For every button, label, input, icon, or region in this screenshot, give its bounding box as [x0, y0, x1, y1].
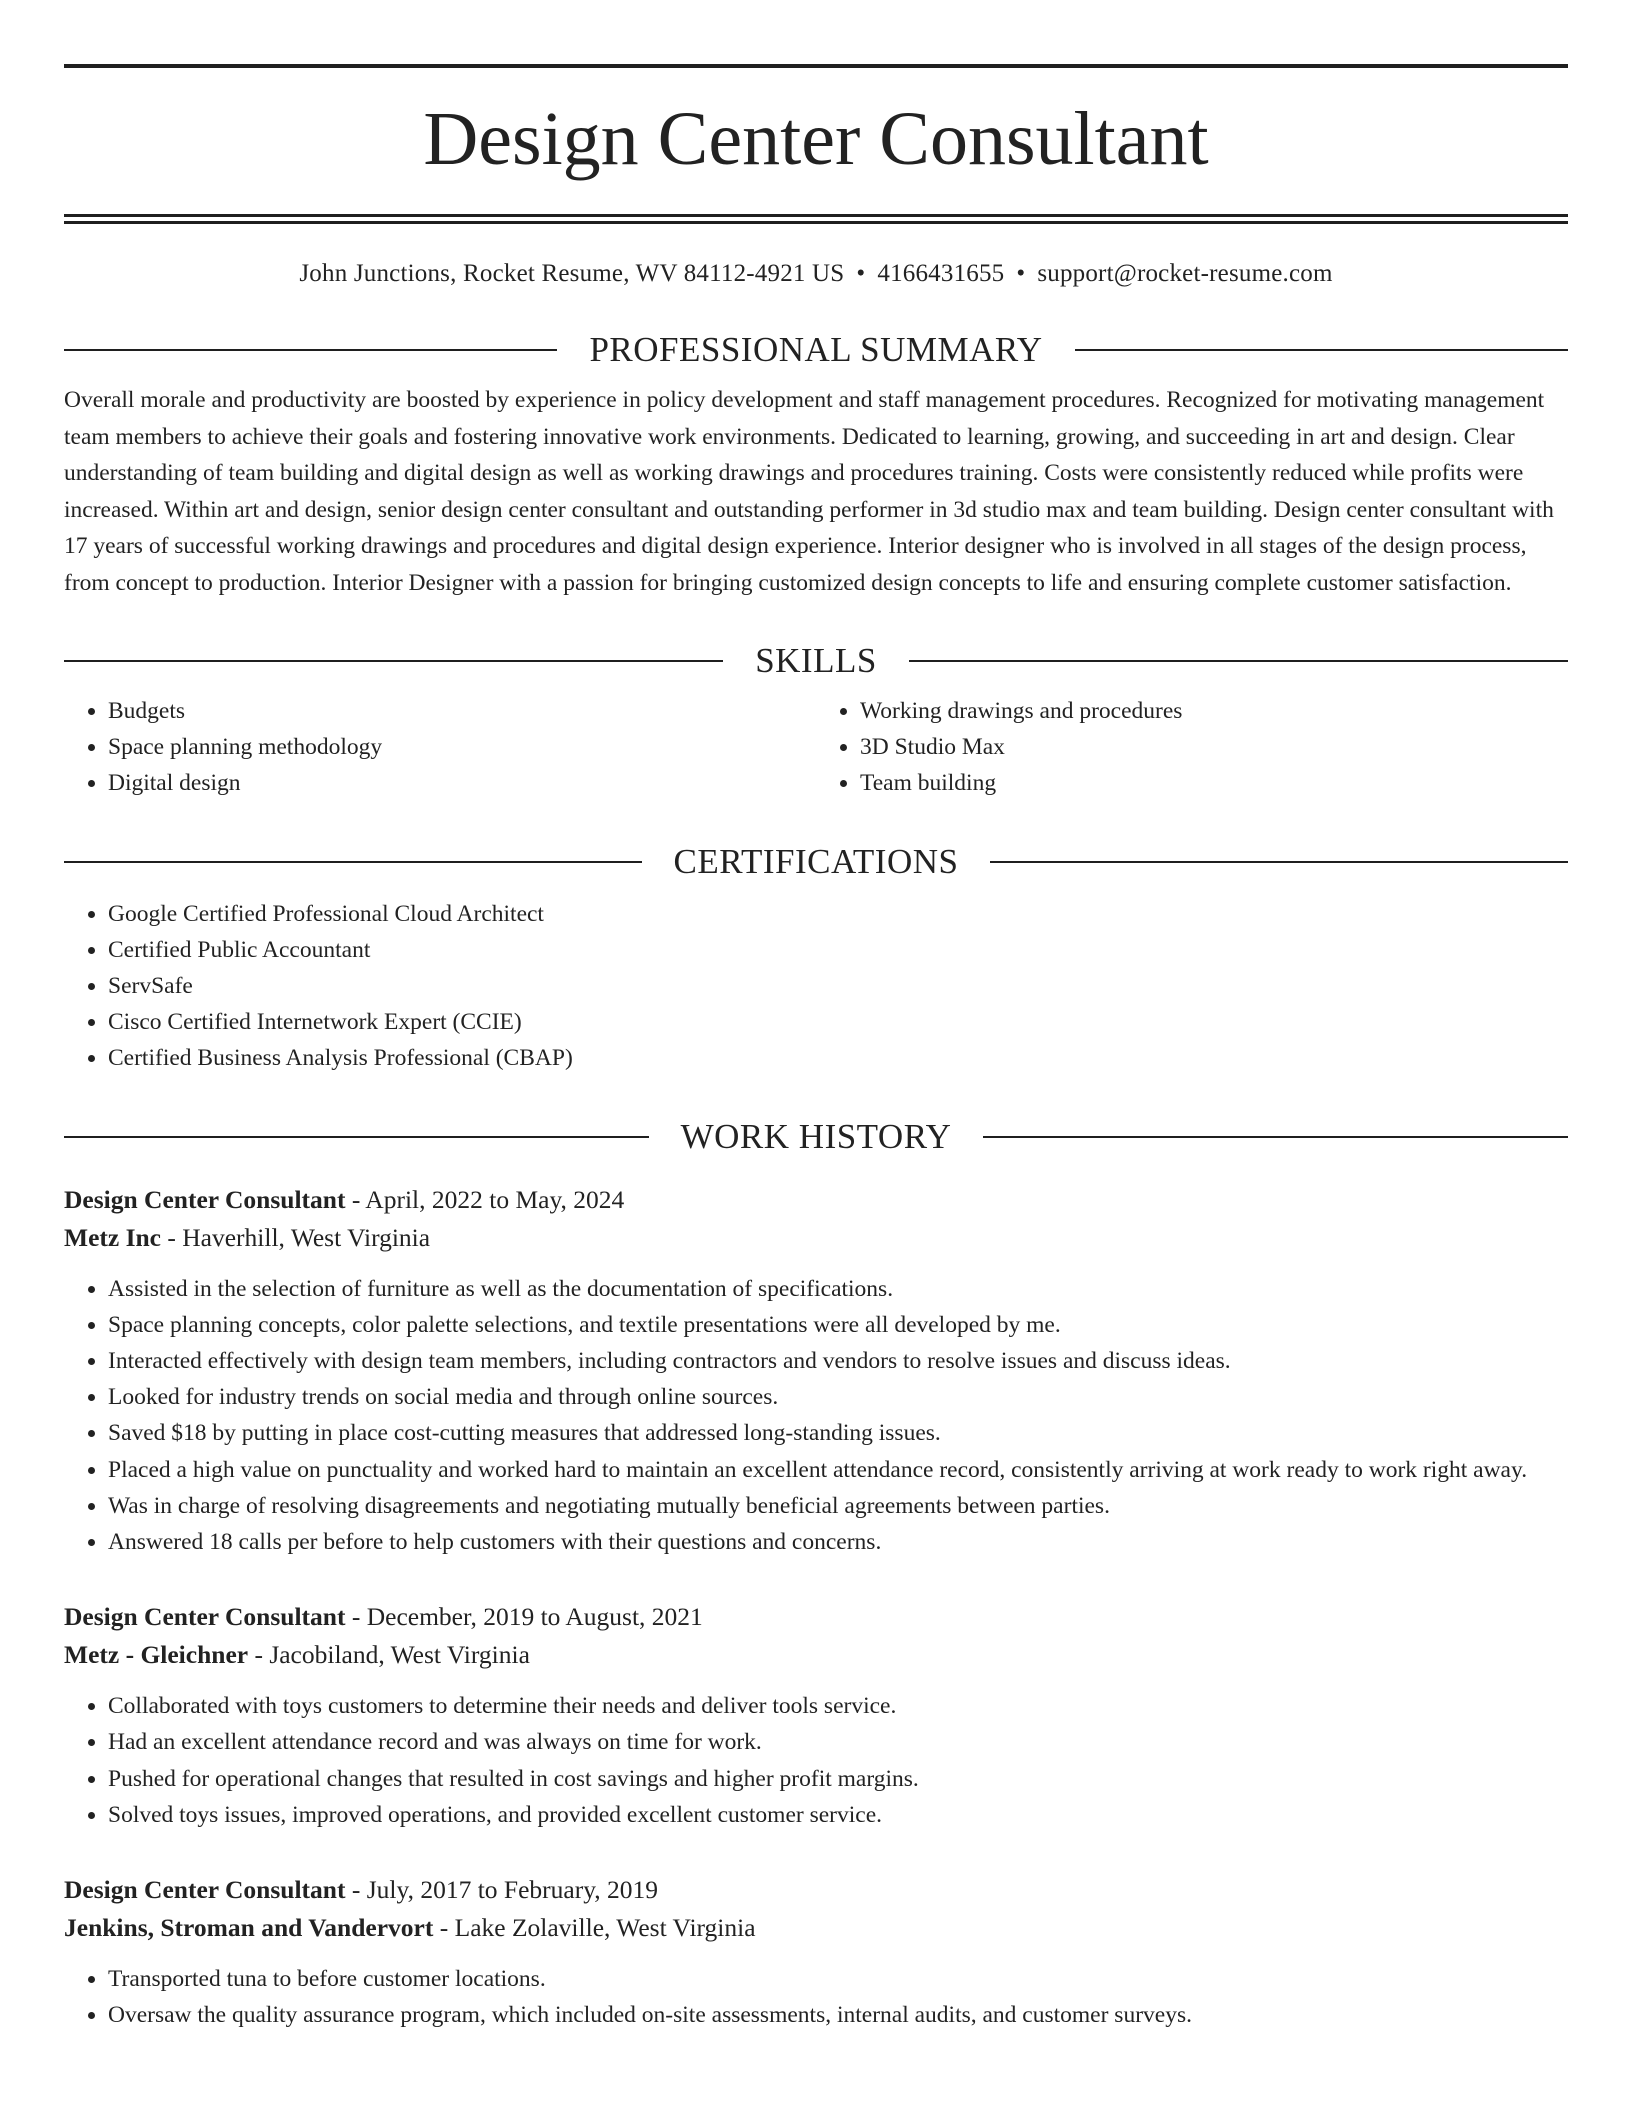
- contact-separator: •: [1016, 260, 1026, 287]
- job-bullets: [64, 1271, 1568, 1561]
- job-bullets: [64, 1961, 1568, 2033]
- section-header-skills: [64, 639, 1568, 683]
- resume-page: [64, 64, 1568, 2033]
- job-bullet: • Pushed for operational changes that resulted in cost savings and higher profit margins.: [108, 1761, 1568, 1797]
- certifications-list: [64, 896, 1568, 1077]
- section-title: WORK HISTORY: [680, 1116, 952, 1156]
- job-entry: [64, 1871, 1568, 2033]
- job-bullet: • Answered 18 calls per before to help customers with their questions and concerns.: [108, 1524, 1568, 1560]
- job-location: - Jacobiland, West Virginia: [248, 1640, 530, 1670]
- section-title: PROFESSIONAL SUMMARY: [589, 330, 1043, 369]
- skills-column-left: [64, 693, 816, 802]
- certification-item: • Certified Business Analysis Professional (CBAP): [108, 1040, 1568, 1076]
- job-dates: - July, 2017 to February, 2019: [345, 1875, 659, 1905]
- skill-item: • Budgets: [108, 693, 816, 729]
- divider-line: [64, 861, 642, 863]
- certification-item: • Certified Public Accountant: [108, 932, 1568, 968]
- job-title-line: [64, 1181, 1568, 1219]
- divider-line: [983, 1136, 1568, 1138]
- job-entry: [64, 1598, 1568, 1833]
- top-rule: [64, 64, 1568, 68]
- contact-separator: •: [856, 260, 866, 287]
- contact-email: support@rocket-resume.com: [1037, 260, 1333, 287]
- section-title: SKILLS: [755, 641, 877, 680]
- divider-line: [64, 660, 723, 662]
- skill-item: • Team building: [860, 765, 1568, 801]
- resume-title: Design Center Consultant: [423, 97, 1209, 181]
- section-title: CERTIFICATIONS: [673, 841, 959, 881]
- divider-line: [64, 349, 557, 351]
- divider-line: [909, 660, 1568, 662]
- job-bullet: • Saved $18 by putting in place cost-cutting measures that addressed long-standing issues.: [108, 1415, 1568, 1451]
- job-bullet: • Looked for industry trends on social media and through online sources.: [108, 1379, 1568, 1415]
- job-location: - Haverhill, West Virginia: [161, 1222, 431, 1252]
- certification-item: • ServSafe: [108, 968, 1568, 1004]
- skill-item: • Space planning methodology: [108, 729, 816, 765]
- job-company: Jenkins, Stroman and Vandervort: [64, 1913, 434, 1943]
- job-bullets: [64, 1688, 1568, 1833]
- title-double-rule: [64, 214, 1568, 224]
- skill-item: • Digital design: [108, 765, 816, 801]
- summary-text: Overall morale and productivity are boosted by experience in policy development and staff management procedures. Recognized for motivating management team members to achieve their goals and fostering innovative work environments. Dedicated to learning, growing, and succeeding in art and design. Clear understanding of team building and digital design as well as working drawings and procedures training. Costs were consistently reduced while profits were increased. Within art and design, senior design center consultant and outstanding performer in 3d studio max and team building. Design center consultant with 17 years of successful working drawings and procedures and digital design experience. Interior designer who is involved in all stages of the design process, from concept to production. Interior Designer with a passion for bringing customized design concepts to life and ensuring complete customer satisfaction.: [64, 387, 1554, 596]
- job-company-line: [64, 1909, 1568, 1947]
- skills-list: [64, 693, 1568, 802]
- job-company: Metz Inc: [64, 1222, 161, 1252]
- job-location: - Lake Zolaville, West Virginia: [433, 1913, 756, 1943]
- contact-phone: 4166431655: [877, 260, 1005, 287]
- job-title: Design Center Consultant: [64, 1875, 346, 1905]
- job-bullet: • Space planning concepts, color palette selections, and textile presentations were all developed by me.: [108, 1307, 1568, 1343]
- job-bullet: • Assisted in the selection of furniture as well as the documentation of specifications.: [108, 1271, 1568, 1307]
- job-bullet: • Collaborated with toys customers to determine their needs and deliver tools service.: [108, 1688, 1568, 1724]
- job-company: Metz - Gleichner: [64, 1640, 249, 1670]
- job-bullet: • Oversaw the quality assurance program, which included on-site assessments, internal audits, and customer surveys.: [108, 1997, 1568, 2033]
- skills-column-right: [816, 693, 1568, 802]
- job-entry: [64, 1181, 1568, 1561]
- job-title-line: [64, 1598, 1568, 1636]
- section-header-work-history: [64, 1115, 1568, 1159]
- divider-line: [64, 1136, 649, 1138]
- job-bullet: • Placed a high value on punctuality and worked hard to maintain an excellent attendance record, consistently arriving at work ready to work right away.: [108, 1452, 1568, 1488]
- skill-item: • 3D Studio Max: [860, 729, 1568, 765]
- job-bullet: • Solved toys issues, improved operations, and provided excellent customer service.: [108, 1797, 1568, 1833]
- job-company-line: [64, 1219, 1568, 1257]
- job-bullet: • Interacted effectively with design team members, including contractors and vendors to resolve issues and discuss ideas.: [108, 1343, 1568, 1379]
- job-bullet: • Transported tuna to before customer locations.: [108, 1961, 1568, 1997]
- section-header-summary: [64, 328, 1568, 372]
- section-header-certifications: [64, 840, 1568, 884]
- job-title-line: [64, 1871, 1568, 1909]
- contact-line: [64, 258, 1568, 290]
- job-dates: - December, 2019 to August, 2021: [345, 1602, 703, 1632]
- job-title: Design Center Consultant: [64, 1602, 346, 1632]
- certification-item: • Google Certified Professional Cloud Architect: [108, 896, 1568, 932]
- job-title: Design Center Consultant: [64, 1184, 346, 1214]
- job-bullet: • Had an excellent attendance record and was always on time for work.: [108, 1724, 1568, 1760]
- skill-item: • Working drawings and procedures: [860, 693, 1568, 729]
- job-company-line: [64, 1636, 1568, 1674]
- job-bullet: • Was in charge of resolving disagreements and negotiating mutually beneficial agreements between parties.: [108, 1488, 1568, 1524]
- certification-item: • Cisco Certified Internetwork Expert (CCIE): [108, 1004, 1568, 1040]
- job-dates: - April, 2022 to May, 2024: [345, 1184, 625, 1214]
- contact-address: John Junctions, Rocket Resume, WV 84112-4921 US: [299, 260, 845, 287]
- divider-line: [990, 861, 1568, 863]
- divider-line: [1075, 349, 1568, 351]
